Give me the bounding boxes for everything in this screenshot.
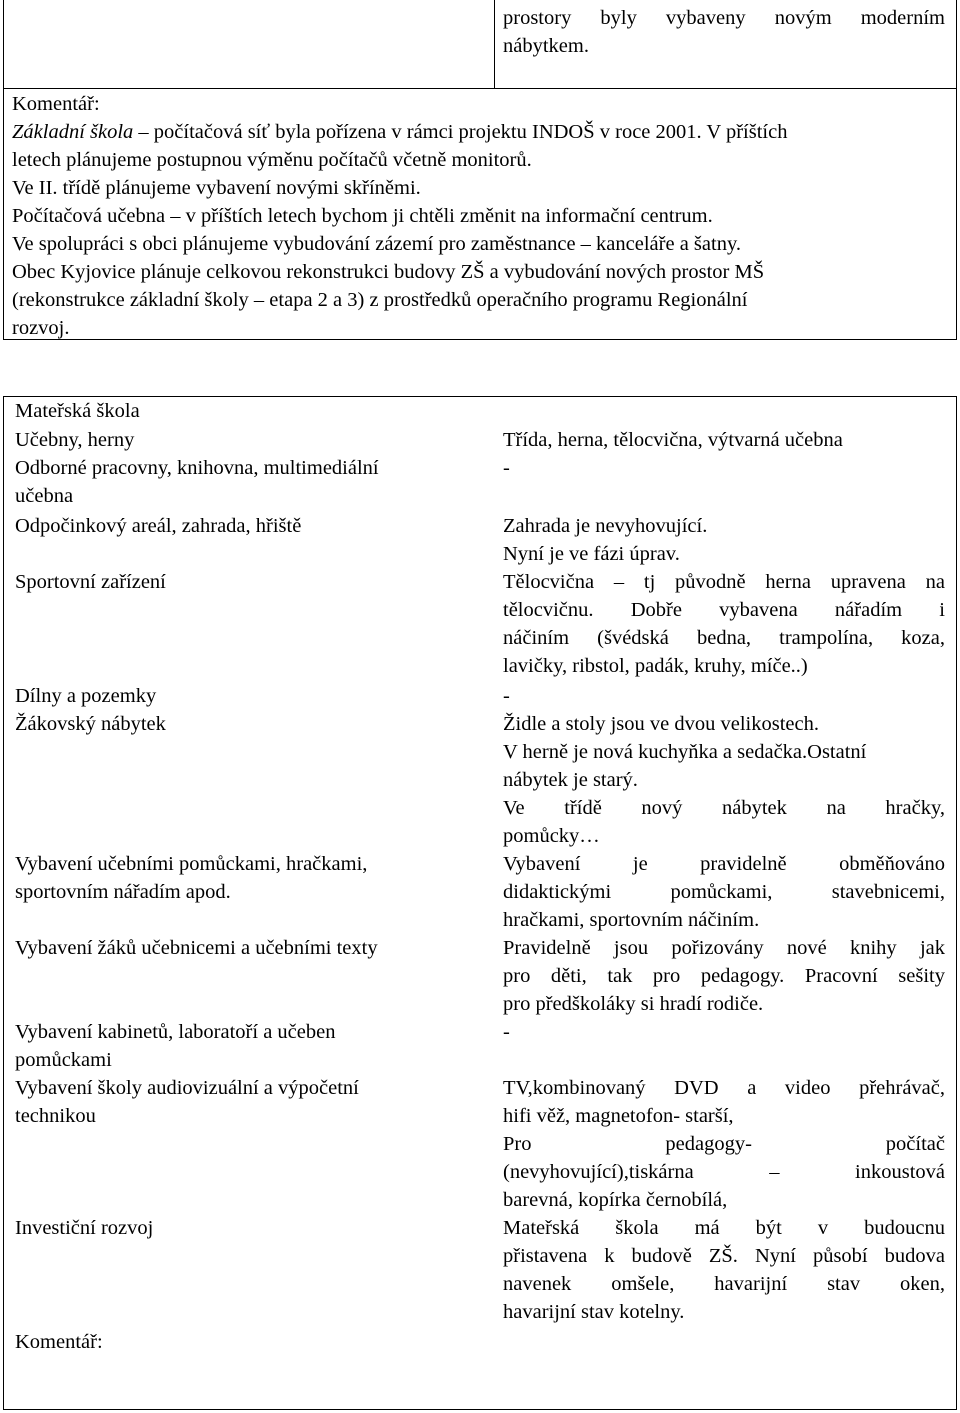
ms-row-value-line: navenek omšele, havarijní stav oken,: [503, 1273, 945, 1295]
ms-row-value-line: Tělocvična – tj původně herna upravena na: [503, 571, 945, 593]
ms-row-value-line: TV,kombinovaný DVD a video přehrávač,: [503, 1077, 945, 1099]
ms-row-value: [503, 1074, 945, 1214]
ms-row-value-line: pomůcky…: [503, 825, 600, 847]
ms-row-label: [15, 568, 166, 596]
ms-row-label-line: Odpočinkový areál, zahrada, hřiště: [15, 515, 302, 537]
cell-divider: [494, 0, 495, 88]
ms-row-label-line: Sportovní zařízení: [15, 571, 166, 593]
ms-row-value: [503, 512, 945, 568]
ms-row-label-line: Odborné pracovny, knihovna, multimediální: [15, 457, 379, 479]
ms-row-label: [15, 1214, 153, 1242]
comment-line: Obec Kyjovice plánuje celkovou rekonstrukci budovy ZŠ a vybudování nových prostor MŠ: [12, 261, 765, 283]
ms-row-value-line: V herně je nová kuchyňka a sedačka.Ostatní: [503, 741, 867, 763]
ms-row-label-line: Vybavení školy audiovizuální a výpočetní: [15, 1077, 359, 1099]
ms-row-value-line: přistavena k budově ZŠ. Nyní působí budova: [503, 1245, 945, 1267]
ms-row-value: [503, 568, 945, 680]
ms-row-label-line: technikou: [15, 1105, 96, 1127]
ms-row-label-line: Vybavení kabinetů, laboratoří a učeben: [15, 1021, 336, 1043]
ms-row-label-line: sportovním nářadím apod.: [15, 881, 231, 903]
comment-italic: Základní škola: [12, 121, 134, 143]
comment-line: Ve II. třídě plánujeme vybavení novými skříněmi.: [12, 177, 421, 199]
ms-row-label: [15, 710, 166, 738]
ms-row-value: [503, 850, 945, 934]
ms-row-value-line: Židle a stoly jsou ve dvou velikostech.: [503, 713, 819, 735]
ms-row-label: [15, 454, 379, 510]
ms-row-value-line: tělocvičnu. Dobře vybavena nářadím i: [503, 599, 945, 621]
ms-row-value-line: (nevyhovující),tiskárna – inkoustová: [503, 1161, 945, 1183]
ms-row-label-line: Učebny, herny: [15, 429, 135, 451]
comment-text: – počítačová síť byla pořízena v rámci projektu INDOŠ v roce 2001. V příštích: [133, 121, 788, 143]
comment-label: Komentář:: [12, 93, 100, 115]
ms-row-value-line: hifi věž, magnetofon- starší,: [503, 1105, 734, 1127]
ms-row-value-line: -: [503, 1021, 510, 1043]
top-cell-line: prostory byly vybaveny novým moderním: [503, 7, 945, 29]
ms-row-value: [503, 426, 945, 454]
ms-row-value: [503, 454, 945, 482]
ms-row-label: [15, 426, 134, 454]
ms-row-label: [15, 1018, 335, 1074]
ms-row-value-line: náčiním (švédská bedna, trampolína, koza,: [503, 627, 945, 649]
ms-row-value: [503, 934, 945, 1018]
ms-row-value-line: pro předškoláky si hradí rodiče.: [503, 993, 764, 1015]
comment-line: letech plánujeme postupnou výměnu počítačů včetně monitorů.: [12, 149, 532, 171]
comment-line: [12, 118, 942, 146]
ms-row-value-line: didaktickými pomůckami, stavebnicemi,: [503, 881, 945, 903]
row-divider: [4, 88, 956, 89]
ms-row-label: [15, 682, 156, 710]
ms-row-label-line: Vybavení učebními pomůckami, hračkami,: [15, 853, 368, 875]
top-right-cell: [503, 4, 945, 60]
ms-row-label: [15, 512, 301, 540]
top-cell-line: nábytkem.: [503, 35, 589, 57]
ms-row-label-line: pomůckami: [15, 1049, 112, 1071]
ms-row-value-line: Třída, herna, tělocvična, výtvarná učebna: [503, 429, 843, 451]
comment-line: (rekonstrukce základní školy – etapa 2 a 3) z prostředků operačního programu Regionální: [12, 289, 748, 311]
ms-row-value: [503, 1018, 945, 1046]
ms-row-value-line: Ve třídě nový nábytek na hračky,: [503, 797, 945, 819]
ms-row-value-line: havarijní stav kotelny.: [503, 1301, 685, 1323]
ms-comment-label: Komentář:: [15, 1331, 103, 1353]
ms-row-value-line: hračkami, sportovním náčiním.: [503, 909, 760, 931]
ms-row-value-line: -: [503, 457, 510, 479]
ms-row-label: [15, 934, 378, 962]
comment-line: Počítačová učebna – v příštích letech bychom ji chtěli změnit na informační centrum.: [12, 205, 713, 227]
ms-row-label-line: Dílny a pozemky: [15, 685, 157, 707]
ms-row-label: [15, 850, 367, 906]
ms-row-value-line: Mateřská škola má být v budoucnu: [503, 1217, 945, 1239]
comment-line: Ve spolupráci s obci plánujeme vybudování zázemí pro zaměstnance – kanceláře a šatny.: [12, 233, 741, 255]
ms-row-value-line: Vybavení je pravidelně obměňováno: [503, 853, 945, 875]
ms-row-value: [503, 682, 945, 710]
ms-row-label-line: Investiční rozvoj: [15, 1217, 154, 1239]
ms-row-value-line: barevná, kopírka černobílá,: [503, 1189, 728, 1211]
ms-row-label-line: Vybavení žáků učebnicemi a učebními texty: [15, 937, 378, 959]
ms-row-value-line: lavičky, ribstol, padák, kruhy, míče..): [503, 655, 808, 677]
ms-row-label: [15, 1074, 359, 1130]
ms-row-value: [503, 1214, 945, 1326]
ms-row-value-line: -: [503, 685, 510, 707]
ms-row-label-line: Žákovský nábytek: [15, 713, 166, 735]
comment-line: rozvoj.: [12, 317, 70, 339]
top-comment: [12, 90, 942, 342]
ms-title: Mateřská škola: [15, 400, 140, 422]
ms-row-value-line: pro děti, tak pro pedagogy. Pracovní sešity: [503, 965, 945, 987]
ms-row-label-line: učebna: [15, 485, 74, 507]
ms-row-value-line: Pro pedagogy- počítač: [503, 1133, 945, 1155]
ms-row-value-line: Nyní je ve fázi úprav.: [503, 543, 680, 565]
ms-row-value-line: Zahrada je nevyhovující.: [503, 515, 708, 537]
ms-row-value-line: Pravidelně jsou pořizovány nové knihy jak: [503, 937, 945, 959]
ms-row-value-line: nábytek je starý.: [503, 769, 638, 791]
ms-row-value: [503, 710, 945, 850]
